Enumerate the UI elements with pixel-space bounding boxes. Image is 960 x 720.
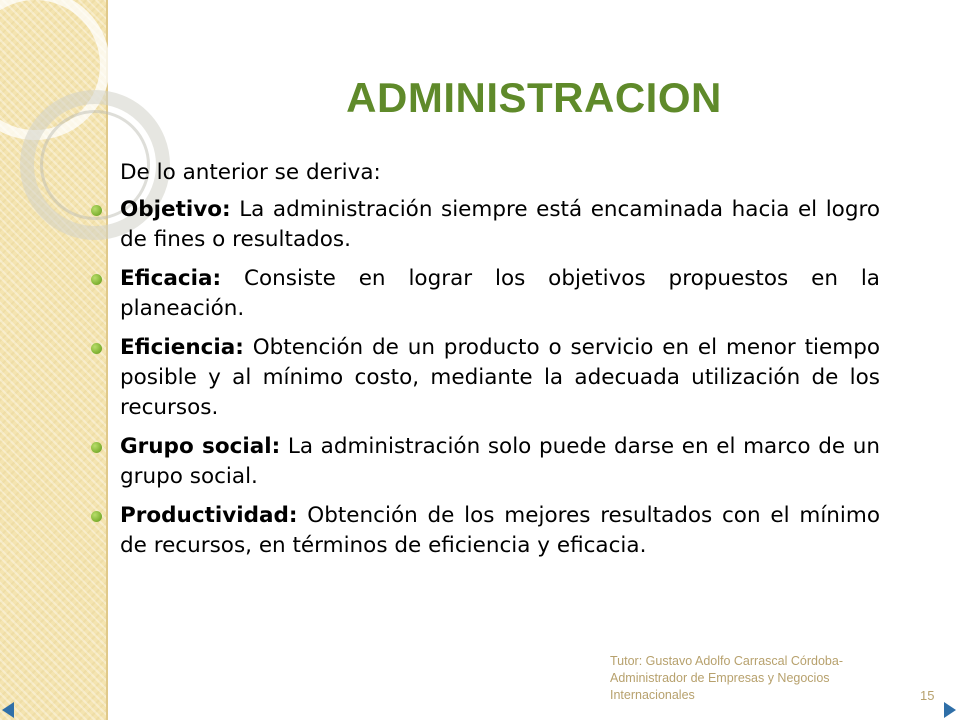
slide-title: ADMINISTRACION	[346, 74, 722, 121]
bullet-dot-icon	[91, 442, 102, 453]
footer-line: Administrador de Empresas y Negocios	[610, 671, 830, 685]
page-number: 15	[920, 688, 935, 703]
bullet-item-eficiencia	[120, 333, 880, 423]
bullet-list	[120, 195, 880, 561]
bullet-dot-icon	[91, 511, 102, 522]
bullet-term: Grupo social:	[120, 434, 281, 459]
bullet-term: Objetivo:	[120, 197, 231, 222]
bullet-item-eficacia	[120, 264, 880, 324]
footer-line: Internacionales	[610, 688, 695, 702]
bullet-item-objetivo	[120, 195, 880, 255]
bullet-item-grupo-social	[120, 432, 880, 492]
bullet-dot-icon	[91, 274, 102, 285]
triangle-right-icon[interactable]	[944, 702, 956, 718]
bullet-item-productividad	[120, 501, 880, 561]
intro-text: De lo anterior se deriva:	[120, 160, 381, 185]
bullet-dot-icon	[91, 343, 102, 354]
bullet-text: Obtención de los mejores resultados con el mínimo de recursos, en términos de eficiencia y eficacia.	[120, 503, 880, 558]
bullet-text: Consiste en lograr los objetivos propuestos en la planeación.	[120, 266, 880, 321]
footer-line: Tutor: Gustavo Adolfo Carrascal Córdoba-	[610, 654, 843, 668]
bullet-text: La administración solo puede darse en el marco de un grupo social.	[120, 434, 880, 489]
triangle-left-icon[interactable]	[2, 702, 14, 718]
bullet-dot-icon	[91, 205, 102, 216]
bullet-text: Obtención de un producto o servicio en el menor tiempo posible y al mínimo costo, mediante la adecuada utilización de los recursos.	[120, 335, 880, 420]
decorative-sidebar	[0, 0, 108, 720]
bullet-term: Productividad:	[120, 503, 298, 528]
bullet-term: Eficiencia:	[120, 335, 244, 360]
slide-body	[120, 158, 880, 570]
bullet-text: La administración siempre está encaminada hacia el logro de fines o resultados.	[120, 197, 880, 252]
footer-author	[610, 653, 900, 704]
bullet-term: Eficacia:	[120, 266, 222, 291]
